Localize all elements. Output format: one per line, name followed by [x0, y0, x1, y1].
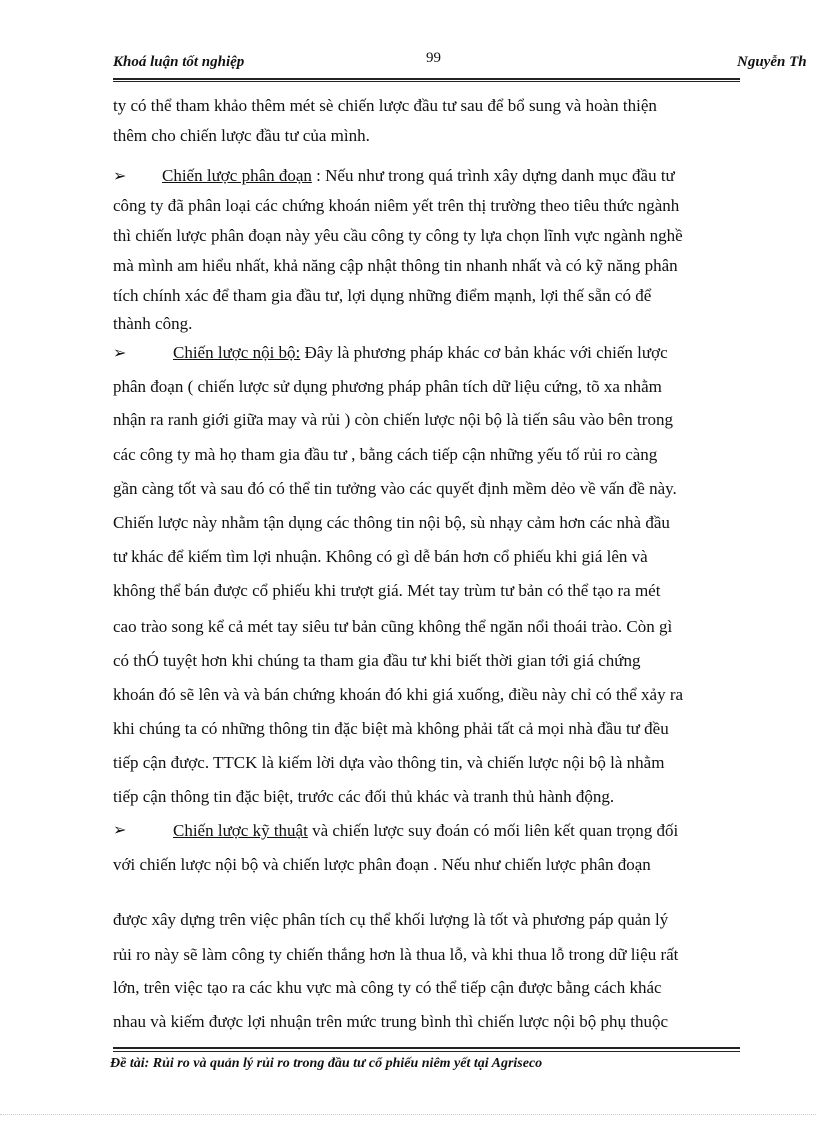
bullet-text: : Nếu như trong quá trình xây dựng danh mục đầu tư — [311, 166, 675, 185]
text-line: ty có thể tham khảo thêm mét sè chiến lược đầu tư sau để bổ sung và hoàn thiện — [113, 96, 657, 115]
page-edge-divider — [0, 1114, 816, 1115]
bullet-line — [162, 162, 741, 190]
header-rule-thin — [113, 81, 740, 82]
bullet-line — [173, 817, 741, 845]
bullet-text: Đây là phương pháp khác cơ bản khác với chiến lược — [300, 343, 668, 362]
text-line: tích chính xác để tham gia đầu tư, lợi dụng những điểm mạnh, lợi thế sẵn có để — [113, 286, 652, 305]
text-line: Chiến lược này nhằm tận dụng các thông tin nội bộ, sù nhạy cảm hơn các nhà đầu — [113, 513, 670, 532]
text-line: mà mình am hiểu nhất, khả năng cập nhật thông tin nhanh nhất và có kỹ năng phân — [113, 256, 678, 275]
footer-topic: Đề tài: Rủi ro và quản lý rủi ro trong đầu tư cổ phiếu niêm yết tại Agriseco — [110, 1056, 543, 1071]
text-line: tư khác để kiếm tìm lợi nhuận. Không có gì dễ bán hơn cổ phiếu khi giá lên và — [113, 547, 648, 566]
bullet-arrow-icon: ➢ — [113, 168, 127, 185]
text-line: không thể bán được cổ phiếu khi trượt giá. Mét tay trùm tư bản có thể tạo ra mét — [113, 581, 661, 600]
text-line: các công ty mà họ tham gia đầu tư , bằng cách tiếp cận những yếu tố rủi ro càng — [113, 445, 658, 464]
bullet-term: Chiến lược nội bộ: — [173, 343, 301, 362]
text-line: lớn, trên việc tạo ra các khu vực mà công ty có thể tiếp cận được bằng cách khác — [113, 978, 662, 997]
bullet-arrow-icon: ➢ — [113, 822, 127, 839]
text-line: cao trào song kể cả mét tay siêu tư bản cũng không thể ngăn nổi thoái trào. Còn gì — [113, 617, 673, 636]
bullet-arrow-icon: ➢ — [113, 345, 127, 362]
bullet-text: và chiến lược suy đoán có mối liên kết quan trọng đối — [307, 821, 679, 840]
text-line: khi chúng ta có những thông tin đặc biệt mà không phải tất cả mọi nhà đầu tư đều — [113, 719, 669, 738]
text-line: được xây dựng trên việc phân tích cụ thể khối lượng là tốt và phương páp quản lý — [113, 910, 669, 929]
text-line: rủi ro này sẽ làm công ty chiến thắng hơn là thua lỗ, và khi thua lỗ trong dữ liệu rất — [113, 945, 679, 964]
header-rule — [113, 78, 740, 80]
text-line: thì chiến lược phân đoạn này yêu cầu công ty công ty lựa chọn lĩnh vực ngành nghề — [113, 226, 683, 245]
text-line: khoán đó sẽ lên và và bán chứng khoán đó khi giá xuống, điều này chỉ có thể xảy ra — [113, 685, 684, 704]
footer-rule — [113, 1047, 740, 1049]
footer-rule-thin — [113, 1051, 740, 1052]
text-line: thêm cho chiến lược đầu tư của mình. — [113, 126, 370, 145]
text-line: nhau và kiếm được lợi nhuận trên mức trung bình thì chiến lược nội bộ phụ thuộc — [113, 1012, 669, 1031]
text-line: có thÓ tuyệt hơn khi chúng ta tham gia đầu tư khi biết thời gian tới giá chứng — [113, 651, 641, 670]
author-name: Nguyễn Th — [737, 54, 807, 70]
text-line: nhận ra ranh giới giữa may và rủi ) còn chiến lược nội bộ là tiến sâu vào bên trong — [113, 410, 673, 429]
page-number: 99 — [426, 50, 441, 66]
text-line: phân đoạn ( chiến lược sử dụng phương pháp phân tích dữ liệu cứng, tõ xa nhằm — [113, 377, 662, 396]
text-line: công ty đã phân loại các chứng khoán niêm yết trên thị trường theo tiêu thức ngành — [113, 196, 680, 215]
text-line: với chiến lược nội bộ và chiến lược phân đoạn . Nếu như chiến lược phân đoạn — [113, 855, 651, 874]
bullet-term: Chiến lược kỹ thuật — [173, 821, 308, 840]
page-header — [113, 50, 816, 76]
bullet-term: Chiến lược phân đoạn — [162, 166, 312, 185]
text-line: gần càng tốt và sau đó có thể tin tưởng vào các quyết định mềm dẻo về vấn đề này. — [113, 479, 677, 498]
text-line: thành công. — [113, 314, 193, 333]
bullet-line — [173, 339, 741, 367]
text-line: tiếp cận được. TTCK là kiếm lời dựa vào thông tin, và chiến lược nội bộ là nhằm — [113, 753, 665, 772]
thesis-title: Khoá luận tốt nghiệp — [113, 54, 245, 70]
text-line: tiếp cận thông tin đặc biệt, trước các đối thủ khác và tranh thủ hành động. — [113, 787, 615, 806]
